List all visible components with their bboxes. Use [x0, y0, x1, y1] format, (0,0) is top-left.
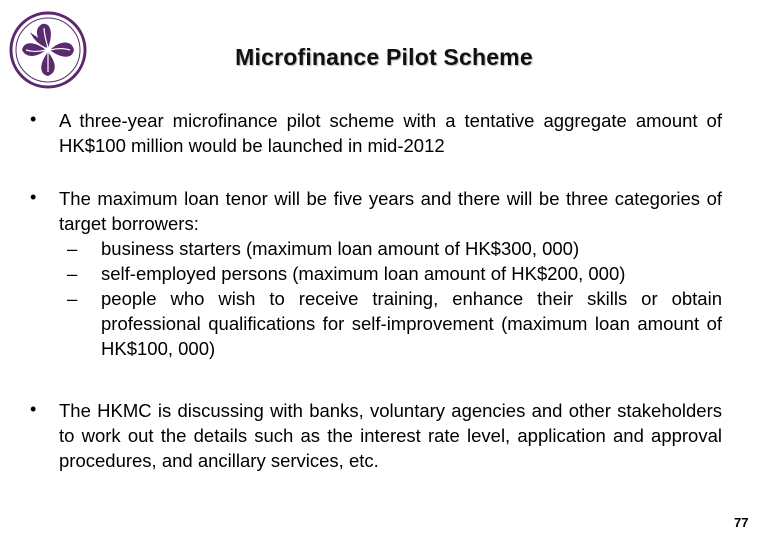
bauhinia-logo-icon [8, 10, 88, 90]
sub-bullet-item [59, 236, 722, 261]
sub-bullet-marker: – [67, 263, 78, 284]
sub-bullet-text: people who wish to receive training, enhance their skills or obtain professional qualifications for self-improvement (maximum loan amount of HK$100, 000) [101, 288, 722, 359]
sub-bullet-marker: – [67, 238, 78, 259]
sub-bullet-item [59, 261, 722, 286]
bullet-item [30, 398, 722, 473]
bullet-item [30, 186, 722, 361]
bullet-marker: • [30, 109, 37, 129]
sub-bullet-text: business starters (maximum loan amount of HK$300, 000) [101, 238, 580, 259]
sub-bullet-text: self-employed persons (maximum loan amount of HK$200, 000) [101, 263, 626, 284]
sub-bullet-item [59, 286, 722, 361]
page-number: 77 [734, 515, 749, 530]
sub-bullet-marker: – [67, 288, 78, 309]
bullet-marker: • [30, 187, 37, 207]
bullet-text-block [59, 186, 722, 361]
slide-title: Microfinance Pilot Scheme [235, 44, 533, 70]
bullet-item [30, 108, 722, 158]
bullet-marker: • [30, 399, 37, 419]
bullet-text: The maximum loan tenor will be five years and there will be three categories of target borrowers: [59, 188, 722, 234]
bullet-text: The HKMC is discussing with banks, voluntary agencies and other stakeholders to work out the details such as the interest rate level, application and approval procedures, and ancillary services, etc. [59, 400, 722, 471]
bullet-text: A three-year microfinance pilot scheme with a tentative aggregate amount of HK$100 million would be launched in mid-2012 [59, 110, 722, 156]
